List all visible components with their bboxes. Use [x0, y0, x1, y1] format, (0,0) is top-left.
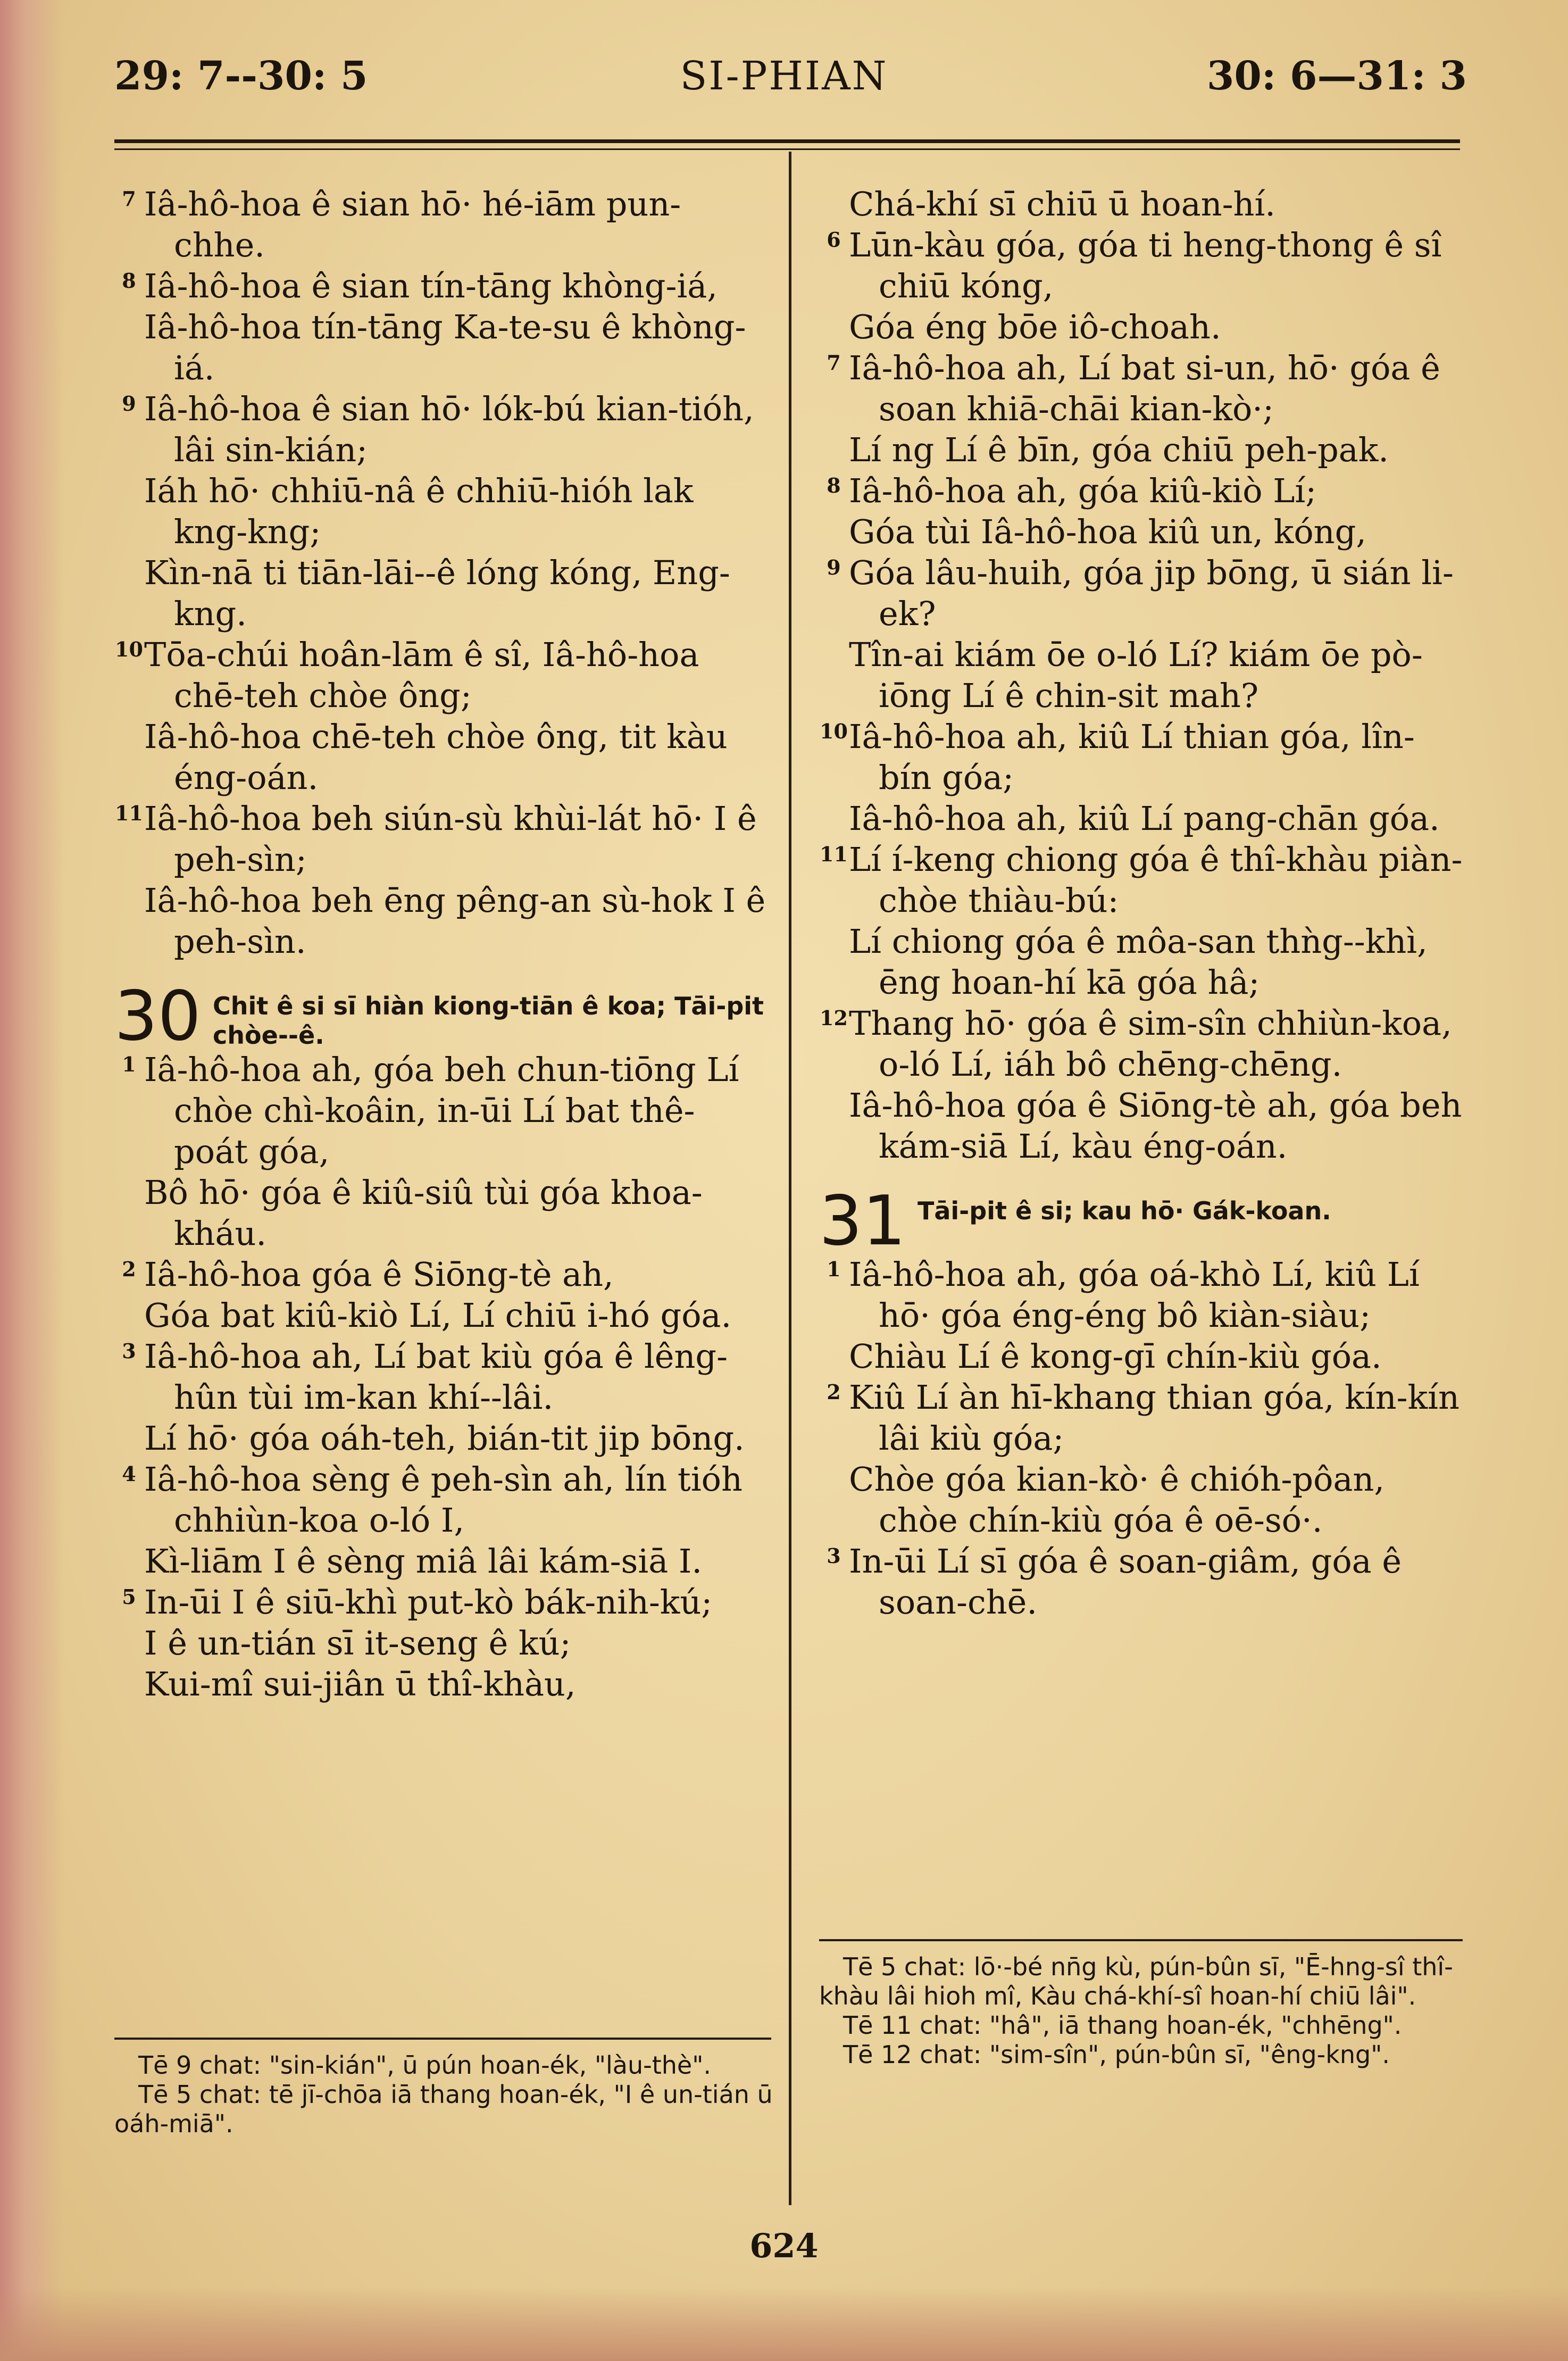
footnote: Tē 11 chat: "hâ", iā thang hoan-ék, "chhēng". [843, 2011, 1402, 2040]
verse-line: Iâ-hô-hoa ah, góa kiû-kiò Lí; [849, 471, 1317, 510]
footnote-rule [114, 2038, 771, 2040]
left-column [114, 184, 769, 1705]
verse-line: I ê un-tián sī it-seng ê kú; [144, 1624, 571, 1662]
footnotes-left [114, 2051, 774, 2139]
verse-line: Iâ-hô-hoa ah, góa beh chun-tiōng Lí chòe chì-koâin, in-ūi Lí bat thê-poát góa, [144, 1050, 739, 1171]
verse-number: 7 [827, 351, 841, 375]
verse-number: 9 [122, 392, 136, 415]
verse [819, 225, 1463, 306]
verse [819, 552, 1463, 634]
verse-line: Lí ng Lí ê bīn, góa chiū peh-pak. [849, 430, 1389, 469]
verse-line: Iâ-hô-hoa ê sian hō· lók-bú kian-tióh, lâi sin-kián; [144, 389, 754, 469]
verse-line: Góa bat kiû-kiò Lí, Lí chiū i-hó góa. [144, 1296, 732, 1335]
verse-line: Iâ-hô-hoa sèng ê peh-sìn ah, lín tióh chhiùn-koa o-ló I, [144, 1460, 743, 1540]
page-bottom-stain [0, 2287, 1568, 2361]
verse-line: Iâ-hô-hoa ah, kiû Lí thian góa, lîn-bín góa; [849, 717, 1415, 797]
verse-number: 10 [820, 719, 848, 743]
verse [819, 470, 1463, 511]
verse-line: Chá-khí sī chiū ū hoan-hí. [849, 185, 1276, 223]
verse-line: Iâ-hô-hoa tín-tāng Ka-te-su ê khòng-iá. [144, 307, 746, 387]
verse-line: Iâ-hô-hoa góa ê Siōng-tè ah, góa beh kám-siā Lí, kàu éng-oán. [849, 1086, 1462, 1166]
verse [114, 798, 769, 880]
verse-line: Bô hō· góa ê kiû-siû tùi góa khoa-kháu. [144, 1173, 703, 1253]
verse [114, 388, 769, 470]
chapter-heading [819, 1182, 1463, 1261]
verse-line: Lūn-kàu góa, góa ti heng-thong ê sî chiū kóng, [849, 226, 1442, 305]
verse-number: 1 [827, 1257, 841, 1281]
verse [114, 1459, 769, 1541]
verse-number: 9 [827, 555, 841, 579]
verse-number: 3 [827, 1544, 841, 1568]
header-range-right: 30: 6—31: 3 [1206, 53, 1467, 99]
chapter-heading [114, 977, 769, 1056]
verse-line: Lí hō· góa oáh-teh, bián-tit jip bōng. [144, 1419, 745, 1458]
verse-number: 2 [122, 1257, 136, 1281]
page-edge-stain [0, 0, 64, 2361]
verse-number: 12 [820, 1006, 848, 1030]
verse-line: Lí í-keng chiong góa ê thî-khàu piàn-chòe thiàu-bú: [849, 840, 1463, 920]
verse-number: 7 [122, 187, 136, 211]
chapter-summary: Tāi-pit ê si; kau hō· Gák-koan. [918, 1196, 1331, 1225]
verse-number: 11 [820, 842, 848, 866]
verse-line: Tîn-ai kiám ōe o-ló Lí? kiám ōe pò-iōng Lí ê chin-sit mah? [849, 635, 1423, 715]
verse-number: 5 [122, 1585, 136, 1609]
verse [819, 839, 1463, 921]
verse-number: 2 [827, 1380, 841, 1404]
verse [819, 1541, 1463, 1623]
footnote: Tē 5 chat: lō·-bé nn̄g kù, pún-bûn sī, "Ē-hng-sî thî-khàu lâi hioh mî, Kàu chá-khí-sî hoan-hí chiū lâi". [819, 1952, 1453, 2010]
verse-line: Thang hō· góa ê sim-sîn chhiùn-koa, o-ló Lí, iáh bô chēng-chēng. [849, 1004, 1452, 1084]
verse-line: Góa éng bōe iô-choah. [849, 307, 1221, 346]
verse-line: Iâ-hô-hoa beh ēng pêng-an sù-hok I ê peh-sìn. [144, 881, 766, 961]
page-number: 624 [749, 2226, 819, 2265]
verse [114, 1254, 769, 1295]
verse [114, 1336, 769, 1418]
verse [114, 1049, 769, 1172]
verse [819, 716, 1463, 798]
chapter-number: 30 [114, 977, 201, 1056]
verse-line: Iâ-hô-hoa góa ê Siōng-tè ah, [144, 1255, 614, 1294]
chapter-summary: Chit ê si sī hiàn kiong-tiān ê koa; Tāi-pit chòe--ê. [213, 992, 764, 1050]
verse-line: Chiàu Lí ê kong-gī chín-kiù góa. [849, 1337, 1382, 1376]
verse-number: 11 [115, 801, 143, 825]
verse-number: 8 [827, 473, 841, 497]
verse-line: Iâ-hô-hoa beh siún-sù khùi-lát hō· I ê peh-sìn; [144, 799, 757, 879]
footnote: Tē 5 chat: tē jī-chōa iā thang hoan-ék, "I ê un-tián ū oáh-miā". [114, 2080, 773, 2138]
footnotes-right [819, 1952, 1463, 2069]
header-rule [114, 139, 1460, 143]
verse-line: Iâ-hô-hoa ê sian hō· hé-iām pun-chhe. [144, 185, 681, 264]
verse-line: Iâ-hô-hoa ê sian tín-tāng khòng-iá, [144, 267, 718, 305]
verse-line: Iâ-hô-hoa ah, Lí bat kiù góa ê lêng-hûn tùi im-kan khí--lâi. [144, 1337, 728, 1417]
verse-line: Iâ-hô-hoa ah, kiû Lí pang-chān góa. [849, 799, 1440, 838]
verse [114, 1582, 769, 1623]
verse-number: 3 [122, 1339, 136, 1363]
verse-number: 4 [122, 1462, 136, 1486]
verse [819, 347, 1463, 429]
verse [819, 1254, 1463, 1336]
verse-line: Góa tùi Iâ-hô-hoa kiû un, kóng, [849, 512, 1366, 551]
header-rule-thin [114, 148, 1460, 150]
verse [114, 184, 769, 265]
verse-line: Kiû Lí àn hī-khang thian góa, kín-kín lâi kiù góa; [849, 1378, 1459, 1458]
footnote-rule [819, 1939, 1463, 1941]
verse-line: Tōa-chúi hoân-lām ê sî, Iâ-hô-hoa chē-teh chòe ông; [144, 635, 699, 715]
verse-line: Kui-mî sui-jiân ū thî-khàu, [144, 1665, 576, 1703]
verse [819, 1003, 1463, 1085]
verse-line: Góa lâu-huih, góa jip bōng, ū sián li-ek? [849, 553, 1454, 633]
verse [114, 634, 769, 716]
column-divider [789, 152, 791, 2205]
verse-line: Lí chiong góa ê môa-san thǹg--khì, ēng hoan-hí kā góa hâ; [849, 922, 1428, 1002]
verse-number: 6 [827, 228, 841, 252]
verse-number: 10 [115, 637, 143, 661]
verse-line: Iâ-hô-hoa chē-teh chòe ông, tit kàu éng-oán. [144, 717, 728, 797]
header-range-left: 29: 7--30: 5 [114, 53, 368, 99]
verse-number: 8 [122, 269, 136, 293]
verse-line: Iáh hō· chhiū-nâ ê chhiū-hióh lak kng-kng; [144, 471, 694, 551]
chapter-number: 31 [819, 1182, 906, 1261]
verse [819, 1377, 1463, 1459]
right-column [819, 184, 1463, 1623]
verse-line: In-ūi Lí sī góa ê soan-giâm, góa ê soan-chē. [849, 1542, 1402, 1622]
verse-line: Chòe góa kian-kò· ê chióh-pôan, chòe chín-kiù góa ê oē-só·. [849, 1460, 1385, 1540]
verse-line: Kì-liām I ê sèng miâ lâi kám-siā I. [144, 1542, 703, 1581]
footnote: Tē 12 chat: "sim-sîn", pún-bûn sī, "êng-kng". [843, 2040, 1390, 2069]
verse [114, 265, 769, 306]
verse-line: Kìn-nā ti tiān-lāi--ê lóng kóng, Eng-kng. [144, 553, 730, 633]
verse-line: Iâ-hô-hoa ah, Lí bat si-un, hō· góa ê soan khiā-chāi kian-kò·; [849, 348, 1440, 428]
running-title: SI-PHIAN [680, 53, 888, 99]
verse-line: In-ūi I ê siū-khì put-kò bák-nih-kú; [144, 1583, 713, 1622]
verse-line: Iâ-hô-hoa ah, góa oá-khò Lí, kiû Lí hō· góa éng-éng bô kiàn-siàu; [849, 1255, 1420, 1335]
verse-number: 1 [122, 1052, 136, 1076]
footnote: Tē 9 chat: "sin-kián", ū pún hoan-ék, "làu-thè". [138, 2051, 712, 2080]
